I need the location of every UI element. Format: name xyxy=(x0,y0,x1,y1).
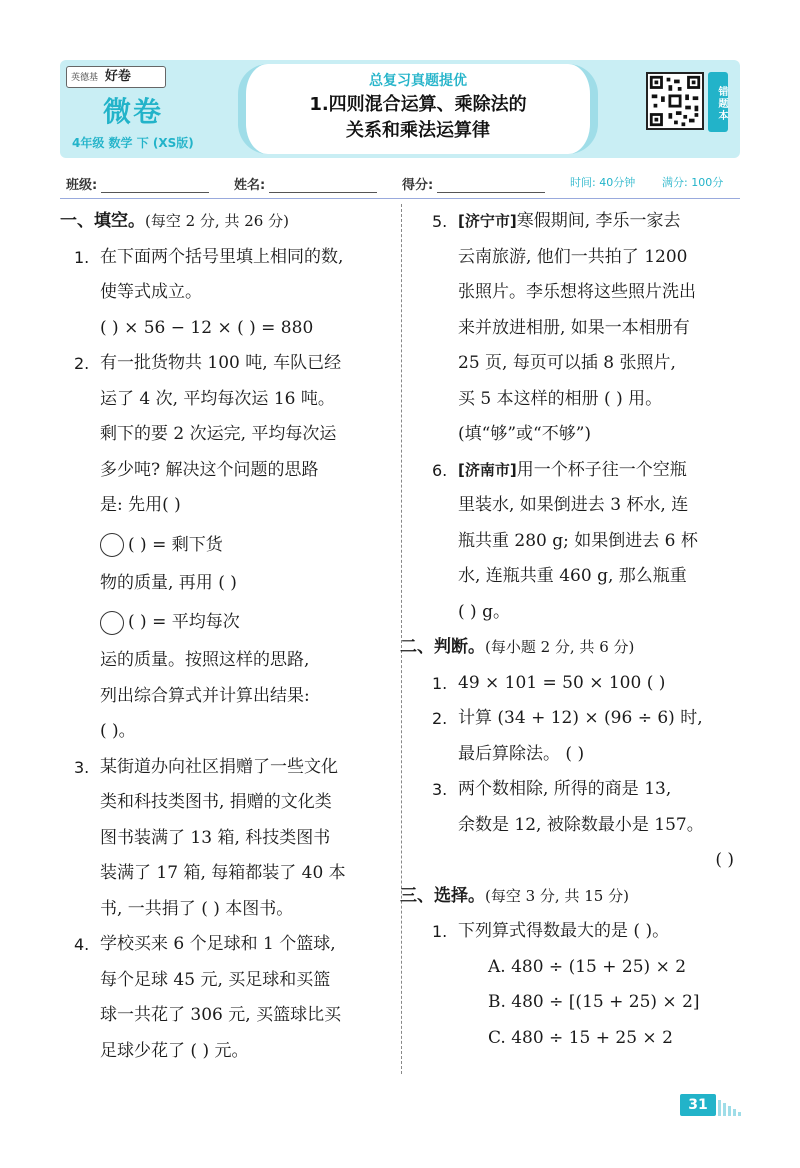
name-input[interactable] xyxy=(269,179,377,193)
question-text: 云南旅游, 他们一共拍了 1200 xyxy=(458,246,688,267)
deco-bar xyxy=(733,1109,736,1116)
choice-option-a[interactable]: A. 480 ÷ (15 + 25) × 2 xyxy=(488,956,687,977)
answer-text: ( ) = 剩下货 xyxy=(128,534,223,555)
error-book-tag: 错题本 xyxy=(708,72,728,132)
judge-answer-box[interactable]: ( ) xyxy=(715,850,734,870)
question-number: 1. xyxy=(74,247,90,267)
page-number: 31 xyxy=(680,1094,716,1116)
question-text xyxy=(458,204,748,240)
question-text: 水, 连瓶共重 460 g, 那么瓶重 xyxy=(458,566,687,586)
title-panel xyxy=(238,64,598,154)
judge-line[interactable]: 49 × 101 = 50 × 100 ( ) xyxy=(458,672,666,693)
answer-line[interactable] xyxy=(100,524,390,566)
question-number: 1. xyxy=(432,922,448,941)
brand-logo-text: 好卷 xyxy=(104,69,131,84)
question-number: 3. xyxy=(432,780,448,799)
question-text: 25 页, 每页可以插 8 张照片, xyxy=(458,353,676,373)
question-text: 余数是 12, 被除数最小是 157。 xyxy=(458,814,704,835)
choice-option-b[interactable]: B. 480 ÷ [(15 + 25) × 2] xyxy=(488,992,700,1012)
question-text: 运的质量。按照这样的思路, xyxy=(100,650,310,670)
lesson-title xyxy=(246,92,590,144)
section-score-note: (每空 3 分, 共 15 分) xyxy=(485,886,629,905)
question-3 xyxy=(60,750,390,928)
question-number: 2. xyxy=(432,709,448,728)
right-column xyxy=(400,204,748,1056)
question-text-part: 用一个杯子往一个空瓶 xyxy=(516,459,687,480)
question-text: 来并放进相册, 如果一本相册有 xyxy=(458,317,690,338)
question-text: 瓶共重 280 g; 如果倒进去 6 杯 xyxy=(458,530,698,551)
full-score: 满分: 100分 xyxy=(662,176,724,189)
left-column xyxy=(60,204,390,1069)
section-title-text: 三、选择。 xyxy=(400,885,485,906)
score-field xyxy=(402,174,545,193)
answer-line[interactable]: 是: 先用( ) xyxy=(100,495,181,515)
deco-bar xyxy=(718,1100,721,1116)
deco-bar xyxy=(728,1106,731,1116)
section-judge-title xyxy=(400,630,748,666)
question-6 xyxy=(418,453,748,631)
operator-circle-icon[interactable] xyxy=(100,533,124,557)
lesson-title-line2: 关系和乘法运算律 xyxy=(346,120,490,141)
section-title-text: 一、填空。 xyxy=(60,211,145,231)
answer-line[interactable]: ( ) g。 xyxy=(458,601,510,622)
grade-label: 4年级 数学 下 (XS版) xyxy=(72,136,194,150)
qr-code-icon[interactable] xyxy=(646,72,704,130)
answer-line[interactable]: 物的质量, 再用 ( ) xyxy=(100,572,237,593)
answer-line[interactable]: 买 5 本这样的相册 ( ) 用。 xyxy=(458,388,663,409)
judge-question-1 xyxy=(418,666,748,702)
brand-logo xyxy=(66,66,166,88)
section-tag: 总复习真题提优 xyxy=(369,73,467,89)
section-choice-title xyxy=(400,879,748,915)
question-text: 列出综合算式并计算出结果: xyxy=(100,685,310,706)
question-text: 在下面两个括号里填上相同的数, xyxy=(100,246,344,267)
question-5 xyxy=(418,204,748,453)
class-input[interactable] xyxy=(101,179,209,193)
equation-line[interactable]: ( ) × 56 − 12 × ( ) = 880 xyxy=(100,317,314,338)
operator-circle-icon[interactable] xyxy=(100,611,124,635)
score-input[interactable] xyxy=(437,179,545,193)
choice-question-1 xyxy=(418,914,748,1056)
question-text: 计算 (34 + 12) × (96 ÷ 6) 时, xyxy=(458,708,703,728)
brand-small-text: 英德基 xyxy=(71,73,99,83)
section-fill-blank-title xyxy=(60,204,390,240)
time-limit: 时间: 40分钟 xyxy=(570,176,636,189)
source-tag: [济南市] xyxy=(458,460,517,479)
question-text: 图书装满了 13 箱, 科技类图书 xyxy=(100,827,331,848)
answer-line[interactable]: 足球少花了 ( ) 元。 xyxy=(100,1040,249,1061)
question-text: 装满了 17 箱, 每箱都装了 40 本 xyxy=(100,863,346,883)
section-title-text: 二、判断。 xyxy=(400,637,485,657)
judge-line[interactable]: 最后算除法。 ( ) xyxy=(458,743,585,764)
deco-bar xyxy=(723,1103,726,1116)
question-text: 球一共花了 306 元, 买篮球比买 xyxy=(100,1005,342,1025)
judge-question-2 xyxy=(418,701,748,772)
answer-text: ( ) = 平均每次 xyxy=(128,612,240,632)
question-text: 张照片。李乐想将这些照片洗出 xyxy=(458,282,696,302)
question-number: 1. xyxy=(432,673,448,693)
deco-bar xyxy=(738,1112,741,1116)
question-text xyxy=(458,453,748,489)
answer-line[interactable]: 下列算式得数最大的是 ( )。 xyxy=(458,921,670,941)
answer-line[interactable]: 书, 一共捐了 ( ) 本图书。 xyxy=(100,898,294,919)
question-hint: (填“够”或“不够”) xyxy=(458,424,592,444)
class-field xyxy=(66,174,209,193)
answer-line[interactable] xyxy=(100,601,390,643)
lesson-title-line1: 1.四则混合运算、乘除法的 xyxy=(309,94,527,115)
question-1 xyxy=(60,240,390,347)
question-number: 4. xyxy=(74,935,90,954)
series-title: 微卷 xyxy=(102,95,163,128)
question-text: 学校买来 6 个足球和 1 个篮球, xyxy=(100,934,336,954)
question-text: 运了 4 次, 平均每次运 16 吨。 xyxy=(100,388,335,409)
question-text: 两个数相除, 所得的商是 13, xyxy=(458,779,672,799)
source-tag: [济宁市] xyxy=(458,212,517,230)
judge-question-3 xyxy=(418,772,748,879)
header-divider xyxy=(60,198,740,199)
question-number: 3. xyxy=(74,757,90,777)
name-label: 姓名: xyxy=(234,178,266,193)
question-text: 里装水, 如果倒进去 3 杯水, 连 xyxy=(458,495,689,515)
section-score-note: (每小题 2 分, 共 6 分) xyxy=(485,638,635,656)
question-text: 多少吨? 解决这个问题的思路 xyxy=(100,459,319,480)
question-number: 5. xyxy=(432,212,448,231)
choice-option-c[interactable]: C. 480 ÷ 15 + 25 × 2 xyxy=(488,1027,673,1048)
student-info-line xyxy=(62,174,742,196)
question-text: 类和科技类图书, 捐赠的文化类 xyxy=(100,792,332,812)
name-field xyxy=(234,174,377,193)
question-2 xyxy=(60,346,390,750)
class-label: 班级: xyxy=(66,178,98,193)
question-4 xyxy=(60,927,390,1069)
answer-line[interactable]: ( )。 xyxy=(100,721,136,741)
question-text: 有一批货物共 100 吨, 车队已经 xyxy=(100,353,342,373)
question-text: 每个足球 45 元, 买足球和买篮 xyxy=(100,969,331,990)
question-text: 某街道办向社区捐赠了一些文化 xyxy=(100,756,338,777)
question-text-part: 寒假期间, 李乐一家去 xyxy=(516,211,681,231)
page-decoration xyxy=(716,1098,746,1116)
question-text: 使等式成立。 xyxy=(100,282,202,302)
question-number: 6. xyxy=(432,460,448,480)
score-label: 得分: xyxy=(402,178,434,193)
question-text: 剩下的要 2 次运完, 平均每次运 xyxy=(100,424,337,444)
section-score-note: (每空 2 分, 共 26 分) xyxy=(145,212,289,230)
header-banner xyxy=(60,60,740,158)
question-number: 2. xyxy=(74,354,90,373)
